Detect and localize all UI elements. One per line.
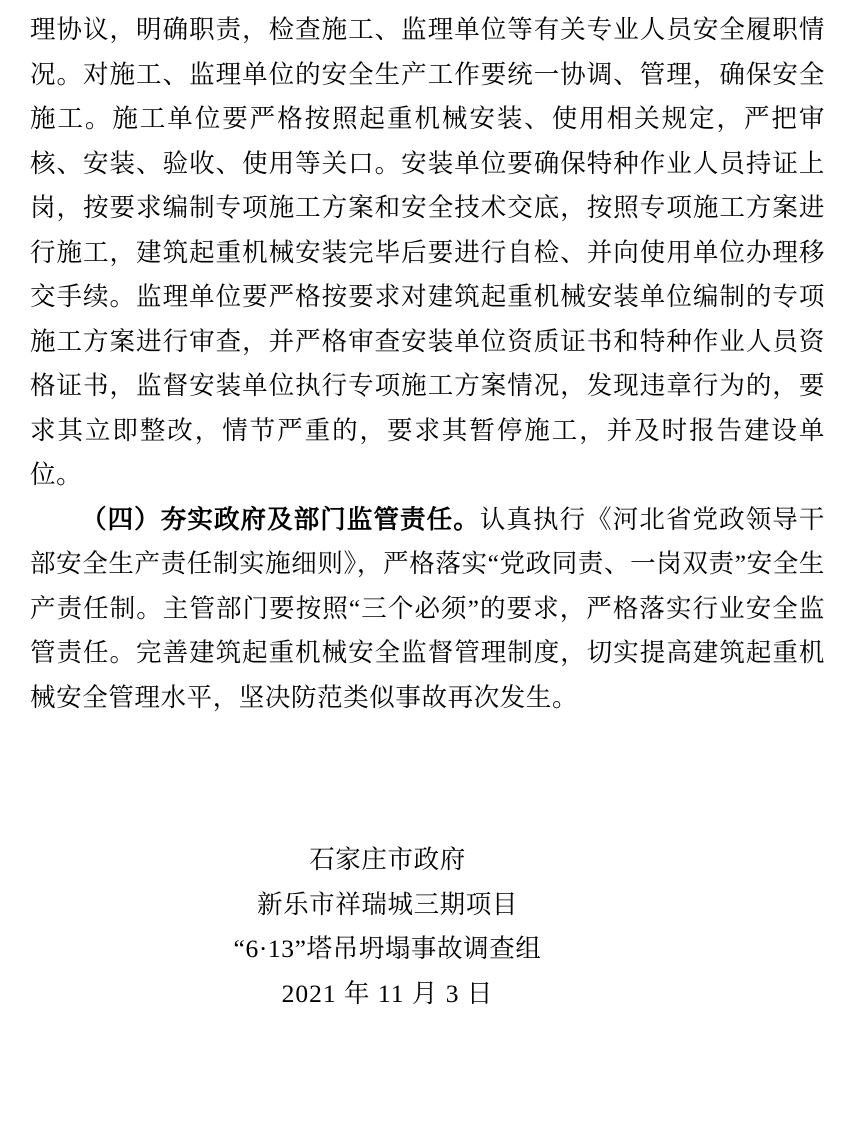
paragraph-government-oversight-text: 认真执行《河北省党政领导干部安全生产责任制实施细则》，严格落实“党政同责、一岗双责”安全生产责任制。主管部门要按照“三个必须”的要求，严格落实行业安全监管责任。完善建筑起重机械安全监督管理制度，切实提高建筑起重机械安全管理水平，坚决防范类似事故再次发生。 — [30, 504, 825, 712]
paragraph-government-oversight — [30, 498, 825, 721]
document-body — [30, 8, 825, 720]
spacer — [30, 720, 825, 838]
signature-date: 2021 年 11 月 3 日 — [281, 978, 494, 1008]
signature-block — [30, 838, 825, 1016]
signature-project: 新乐市祥瑞城三期项目 — [256, 889, 518, 919]
paragraph-supervision-duties — [30, 8, 825, 498]
signature-issuer: 石家庄市政府 — [309, 845, 466, 874]
paragraph-supervision-duties-text: 理协议，明确职责，检查施工、监理单位等有关专业人员安全履职情况。对施工、监理单位的安全生产工作要统一协调、管理，确保安全施工。施工单位要严格按照起重机械安装、使用相关规定，严把审核、安装、验收、使用等关口。安装单位要确保特种作业人员持证上岗，按要求编制专项施工方案和安全技术交底，按照专项施工方案进行施工，建筑起重机械安装完毕后要进行自检、并向使用单位办理移交手续。监理单位要严格按要求对建筑起重机械安装单位编制的专项施工方案进行审查，并严格审查安装单位资质证书和特种作业人员资格证书，监督安装单位执行专项施工方案情况，发现违章行为的，要求其立即整改，情节严重的，要求其暂停施工，并及时报告建设单位。 — [30, 15, 825, 489]
paragraph-government-oversight-lead: （四）夯实政府及部门监管责任。 — [81, 504, 480, 534]
signature-investigation-group: “6·13”塔吊坍塌事故调查组 — [233, 934, 542, 963]
